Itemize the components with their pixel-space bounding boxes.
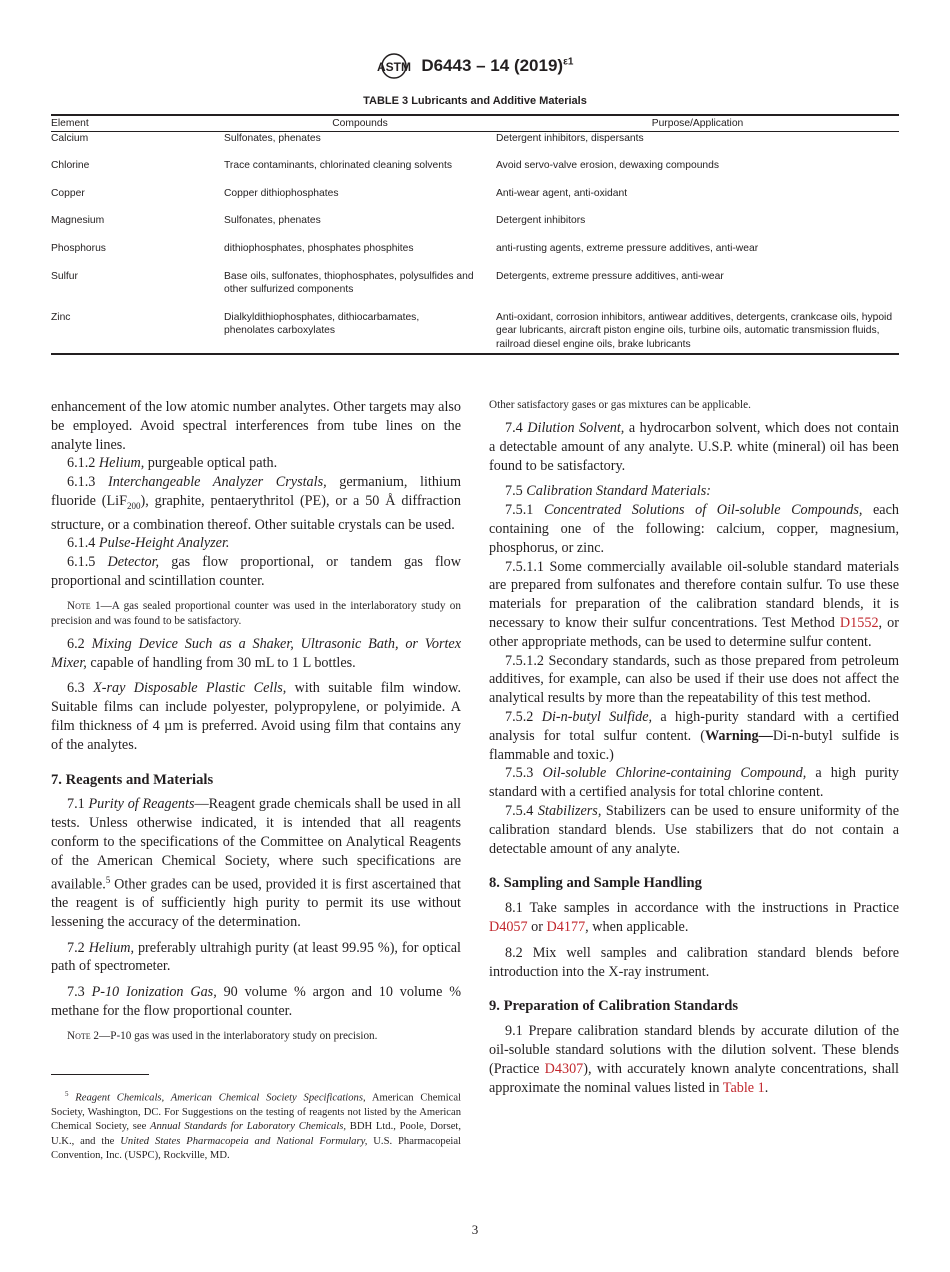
footnote-divider (51, 1074, 149, 1075)
table-title: TABLE 3 Lubricants and Additive Materials (363, 95, 587, 107)
column-header-element: Element (51, 115, 224, 131)
note-1: Note 1—A gas sealed proportional counter was used in the interlaboratory study on precision and was found to be satisfactory. (51, 599, 461, 627)
section-7-5-4: 7.5.4 Stabilizers, Stabilizers can be used to ensure uniformity of the calibration standard blends. Use stabilizers that do not contain a detectable amount of any analyte. (489, 802, 899, 857)
section-9-1: 9.1 Prepare calibration standard blends by accurate dilution of the oil-soluble standard solutions with the dilution solvent. These blends (Practice D4307), with accurately known analyte concentrations, shall approximate the nominal values listed in Table 1. (489, 1023, 899, 1096)
note-2: Note 2—P-10 gas was used in the interlaboratory study on precision. (67, 1029, 378, 1042)
section-8-2: 8.2 Mix well samples and calibration standard blends before introduction into the X-ray instrument. (489, 944, 899, 980)
section-7-5-3: 7.5.3 Oil-soluble Chlorine-containing Compound, a high purity standard with a certified analysis for total chlorine content. (489, 765, 900, 801)
cell-purpose: Detergent inhibitors, dispersants (496, 132, 644, 144)
section-6-3: 6.3 X-ray Disposable Plastic Cells, with suitable film window. Suitable films can include polyester, polypropylene, or polyimide. A film thickness of 4 µm is preferred. Avoid using film that contains any of the analytes. (51, 680, 462, 753)
cell-purpose: Detergent inhibitors (496, 215, 586, 227)
right-column (489, 398, 899, 1097)
cell-element: Copper (51, 187, 85, 199)
link-d1552[interactable]: D1552 (839, 614, 879, 631)
section-7-5-1: 7.5.1 Concentrated Solutions of Oil-soluble Compounds, each containing one of the following: calcium, copper, magnesium, phosphorus, or zinc. (489, 502, 899, 556)
cell-purpose: Avoid servo-valve erosion, dewaxing compounds (496, 160, 720, 172)
cell-compounds: Base oils, sulfonates, thiophosphates, polysulfides and other sulfurized components (224, 270, 474, 296)
cell-element: Zinc (51, 311, 71, 323)
paragraph-continuation: enhancement of the low atomic number analytes. Other targets may also be employed. Avoid spectral interferences from tube lines on the analyte lines. (51, 399, 461, 453)
section-heading-7: 7. Reagents and Materials (51, 771, 214, 788)
link-table-1[interactable]: Table 1 (722, 1079, 765, 1096)
cell-purpose: Anti-wear agent, anti-oxidant (496, 187, 628, 199)
section-6-1-4: 6.1.4 Pulse-Height Analyzer. (67, 535, 230, 552)
section-7-3: 7.3 P-10 Ionization Gas, 90 volume % argon and 10 volume % methane for the flow proportional counter. (51, 984, 462, 1020)
section-7-5-1-1: 7.5.1.1 Some commercially available oil-soluble standard materials are prepared from sulfonates and therefore contain sulfur. To use these materials for preparation of the calibration standard blends, it is necessary to know their sulfur concentrations. Test Method D1552, or other appropriate methods, can be used to determine sulfur content. (489, 558, 899, 650)
table-row (51, 311, 899, 354)
section-7-4: 7.4 Dilution Solvent, a hydrocarbon solvent, which does not contain a detectable amount of any analyte. U.S.P. white (mineral) oil has been found to be satisfactory. (489, 420, 900, 474)
section-7-5-1-2: 7.5.1.2 Secondary standards, such as those prepared from petroleum additives, for example, can also be used if their use does not affect the analytical results by more than the repeatability of this test method. (489, 652, 899, 707)
cell-purpose: Detergents, extreme pressure additives, anti-wear (496, 270, 724, 282)
astm-logo-icon (377, 52, 411, 80)
section-heading-9: 9. Preparation of Calibration Standards (489, 998, 739, 1015)
lubricants-table (51, 114, 899, 355)
section-6-1-5: 6.1.5 Detector, gas flow proportional, or tandem gas flow proportional and scintillation counter. (51, 554, 462, 589)
cell-compounds: Sulfonates, phenates (224, 132, 321, 144)
cell-element: Magnesium (51, 215, 105, 227)
document-header (0, 52, 950, 80)
section-7-2: 7.2 Helium, preferably ultrahigh purity (at least 99.95 %), for optical path of spectrometer. (51, 939, 462, 975)
cell-element: Phosphorus (51, 242, 106, 254)
link-d4057[interactable]: D4057 (489, 918, 528, 935)
cell-element: Sulfur (51, 270, 78, 282)
table-row (51, 270, 899, 311)
cell-compounds: Sulfonates, phenates (224, 215, 321, 227)
link-d4307[interactable]: D4307 (544, 1060, 584, 1077)
cell-purpose: Anti-oxidant, corrosion inhibitors, antiwear additives, detergents, crankcase oils, hypoid gear lubricants, aircraft piston engine oils, turbine oils, automatic transmission fluids, railroad diesel engine oils, brake lubricants (496, 311, 893, 350)
table-row (51, 242, 899, 270)
section-6-2: 6.2 Mixing Device Such as a Shaker, Ultrasonic Bath, or Vortex Mixer, capable of handling from 30 mL to 1 L bottles. (51, 635, 462, 671)
table-row (51, 131, 899, 159)
page-number: 3 (471, 1222, 479, 1237)
epsilon-superscript: ε1 (563, 56, 574, 68)
section-8-1: 8.1 Take samples in accordance with the instructions in Practice D4057 or D4177, when applicable. (489, 900, 899, 935)
cell-compounds: Dialkyldithiophosphates, dithiocarbamates, phenolates carboxylates (224, 311, 420, 337)
document-designation: D6443 – 14 $(2019)^{\varepsilon 1}$ (421, 56, 574, 75)
link-d4177[interactable]: D4177 (546, 918, 586, 935)
section-7-5: 7.5 Calibration Standard Materials: (505, 483, 711, 500)
column-header-purpose: Purpose/Application (496, 115, 899, 131)
section-heading-8: 8. Sampling and Sample Handling (489, 875, 702, 892)
table-row (51, 187, 899, 215)
section-7-5-2: 7.5.2 Di-n-butyl Sulfide, a high-purity standard with a certified analysis for total sulfur content. (Warning—Di-n-butyl sulfide is flammable and toxic.) (489, 708, 899, 763)
note-continuation: Other satisfactory gases or gas mixtures can be applicable. (489, 399, 751, 411)
section-6-1-2: 6.1.2 Helium, purgeable optical path. (67, 455, 278, 472)
cell-compounds: Trace contaminants, chlorinated cleaning solvents (224, 160, 452, 172)
cell-element: Chlorine (51, 160, 90, 172)
column-header-compounds: Compounds (224, 115, 496, 131)
footnote-5: $^5$ Reagent Chemicals, American Chemical Society Specifications, American Chemical Society, Washington, DC. For Suggestions on the testing of reagents not listed by the American Chemical Society, see Annual Standards for Laboratory Chemicals, BDH Ltd., Poole, Dorset, U.K., and the United States Pharmacopeia and National Formulary, U.S. Pharmacopeial Convention, Inc. (USPC), Rockville, MD. (51, 1089, 461, 1162)
footnote-ref-5[interactable]: 5 (105, 874, 111, 885)
svg-text:ASTM: ASTM (376, 60, 411, 74)
table-row (51, 159, 899, 187)
cell-purpose: anti-rusting agents, extreme pressure additives, anti-wear (496, 242, 759, 254)
section-6-1-3: 6.1.3 Interchangeable Analyzer Crystals, germanium, lithium fluoride (LiF$_{200}$), graphite, pentaerythritol (PE), or a 50 Å diffraction structure, or a combination thereof. Other suitable crystals can be used. (51, 474, 461, 533)
table-row (51, 214, 899, 242)
section-7-1: 7.1 Purity of Reagents—Reagent grade chemicals shall be used in all tests. Unless otherwise indicated, it is intended that all reagents conform to the specifications of the Committee on Analytical Reagents of the American Chemical Society, where such specifications are available.$^5$ Other grades can be used, provided it is first ascertained that the reagent is of sufficiently high purity to permit its use without lessening the accuracy of the determination. (51, 796, 461, 930)
cell-compounds: Copper dithiophosphates (224, 187, 339, 199)
cell-element: Calcium (51, 132, 89, 144)
left-column (51, 398, 461, 1163)
cell-compounds: dithiophosphates, phosphates phosphites (224, 242, 414, 254)
